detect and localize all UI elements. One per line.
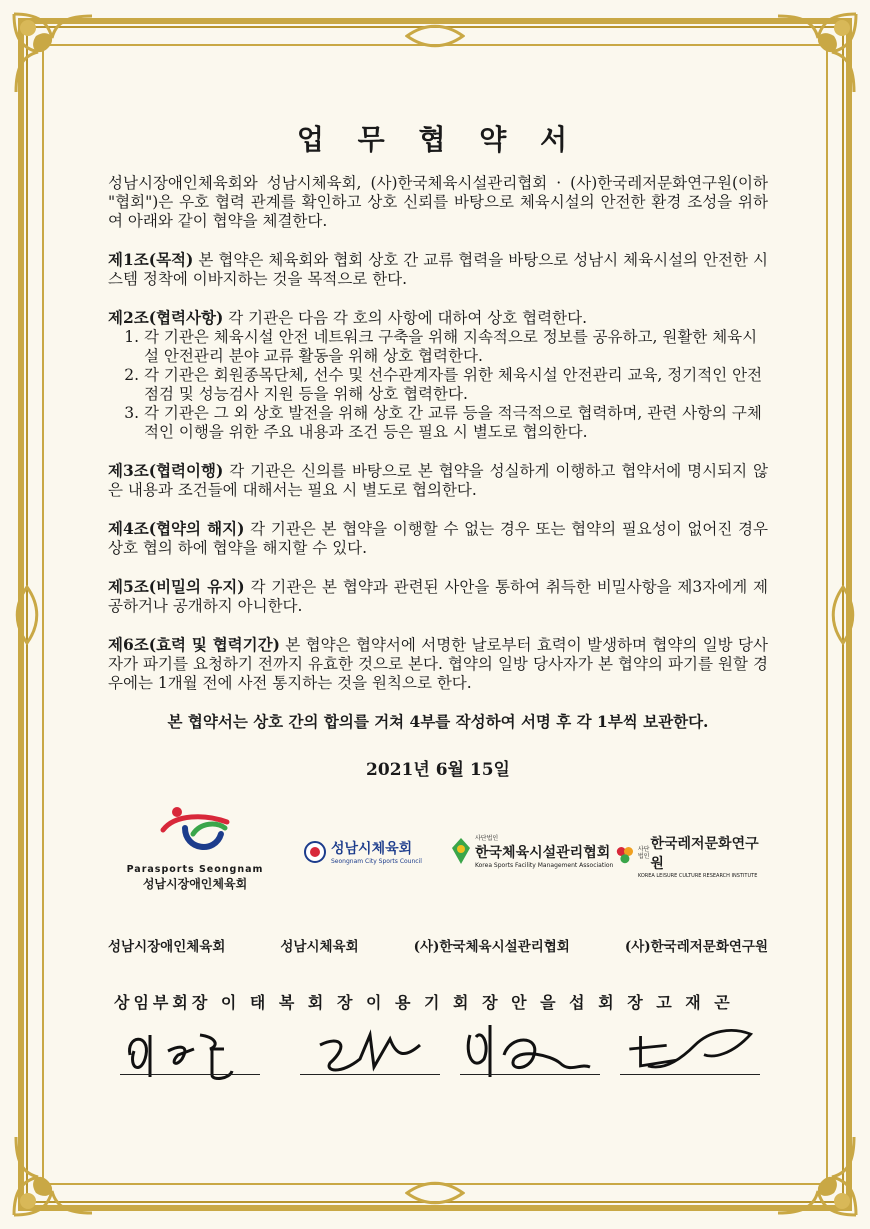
article-5 — [108, 577, 768, 616]
org-name: 성남시체육회 — [280, 939, 359, 955]
logo-text: 사단법인 — [475, 835, 499, 842]
closing-statement: 본 협약서는 상호 간의 합의를 거쳐 4부를 작성하여 서명 후 각 1부씩 보관한다. — [167, 712, 709, 731]
ksfma-logo — [450, 833, 613, 869]
article-heading: 제6조(효력 및 협력기간) — [108, 635, 280, 654]
signature-area — [120, 1015, 770, 1085]
corner-ornament-icon — [8, 8, 98, 98]
article-text: 각 기관은 다음 각 호의 사항에 대하여 상호 협력한다. — [223, 309, 588, 327]
logo-text: KOREA LEISURE CULTURE RESEARCH INSTITUTE — [637, 873, 758, 879]
article-text: 각 기관은 신의를 바탕으로 본 협약을 성실하게 이행하고 협약서에 명시되지 않은 내용과 조건들에 대해서는 필요 시 별도로 협의한다. — [108, 462, 768, 499]
article-2 — [108, 308, 768, 442]
article-heading: 제3조(협력이행) — [108, 461, 224, 480]
corner-ornament-icon — [772, 8, 862, 98]
logo-text: Parasports Seongnam — [126, 864, 264, 875]
list-item: 2. 각 기관은 회원종목단체, 선수 및 선수관계자를 위한 체육시설 안전관리 교육, 정기적인 안전 점검 및 성능검사 지원 등을 위해 상호 협력한다. — [144, 366, 768, 404]
article-heading: 제4조(협약의 해지) — [108, 519, 245, 538]
logo-text: Seongnam City Sports Council — [331, 858, 422, 865]
corner-ornament-icon — [8, 1131, 98, 1221]
signature-underline — [620, 1074, 760, 1075]
article-heading: 제2조(협력사항) — [108, 308, 224, 327]
logo-text: Korea Sports Facility Management Association — [475, 862, 614, 869]
logo-text: 성남시장애인체육회 — [142, 877, 248, 891]
side-ornament-icon — [405, 1178, 465, 1208]
side-ornament-icon — [828, 585, 858, 645]
org-name: (사)한국체육시설관리협회 — [413, 939, 570, 955]
signature-underline — [460, 1074, 600, 1075]
corner-ornament-icon — [772, 1131, 862, 1221]
signature-underline — [300, 1074, 440, 1075]
organization-names — [108, 935, 768, 955]
org-name: 성남시장애인체육회 — [108, 939, 226, 955]
side-ornament-icon — [12, 585, 42, 645]
logo-text: 한국체육시설관리협회 — [475, 845, 611, 861]
list-item: 3. 각 기관은 그 외 상호 발전을 위해 상호 간 교류 등을 적극적으로 협력하며, 관련 사항의 구체적인 이행을 위한 주요 내용과 조건 등은 필요 시 별도로 협의한다. — [144, 404, 768, 442]
agreement-date: 2021년 6월 15일 — [366, 760, 510, 780]
article-text: 본 협약은 협약서에 서명한 날로부터 효력이 발생하며 협약의 일방 당사자가 파기를 요청하기 전까지 유효한 것으로 본다. 협약의 일방 당사자가 본 협약의 파기를 원할 경우에는 1개월 전에 사전 통지하는 것을 원칙으로 한다. — [108, 636, 768, 692]
article-3 — [108, 461, 768, 500]
ksfma-emblem-icon — [450, 836, 472, 866]
logo-text: 한국레저문화연구원 — [650, 836, 759, 872]
page-title: 업 무 협 약 서 — [296, 123, 580, 156]
article-text: 각 기관은 본 협약을 이행할 수 없는 경우 또는 협약의 필요성이 없어진 경우 상호 협의 하에 협약을 해지할 수 있다. — [108, 520, 768, 557]
signatory-line: 상임부회장 이 태 복 회 장 이 용 기 회 장 안 을 섭 회 장 고 재 곤 — [114, 993, 734, 1012]
article-text: 본 협약은 체육회와 협회 상호 간 교류 협력을 바탕으로 성남시 체육시설의 안전한 시스템 정착에 이바지하는 것을 목적으로 한다. — [108, 251, 768, 288]
intro-paragraph: 성남시장애인체육회와 성남시체육회, (사)한국체육시설관리협회 · (사)한국레저문화연구원(이하 "협회")은 우호 협력 관계를 확인하고 상호 신뢰를 바탕으로 체육시설의 안전한 환경 조성을 위하여 아래와 같이 협약을 체결한다. — [108, 174, 768, 230]
klcri-logo — [615, 833, 760, 879]
article-2-items — [108, 328, 768, 442]
side-ornament-icon — [405, 21, 465, 51]
logo-text: 사단법인 — [637, 846, 650, 860]
seongnam-sports-council-logo — [303, 838, 422, 865]
logo-text: 성남시체육회 — [331, 841, 413, 857]
article-6 — [108, 635, 768, 693]
article-1 — [108, 250, 768, 289]
list-item: 1. 각 기관은 체육시설 안전 네트워크 구축을 위해 지속적으로 정보를 공유하고, 원활한 체육시설 안전관리 분야 교류 활동을 위해 상호 협력한다. — [144, 328, 768, 366]
article-heading: 제5조(비밀의 유지) — [108, 577, 245, 596]
document-body — [108, 118, 768, 820]
article-heading: 제1조(목적) — [108, 250, 194, 269]
seal-emblem-icon — [303, 840, 327, 864]
article-4 — [108, 519, 768, 558]
signature-underline — [120, 1074, 260, 1075]
parasports-emblem-icon — [155, 800, 235, 860]
logo-row — [120, 800, 760, 900]
parasports-logo — [120, 800, 270, 892]
article-text: 각 기관은 본 협약과 관련된 사안을 통하여 취득한 비밀사항을 제3자에게 제공하거나 공개하지 아니한다. — [108, 578, 768, 615]
klcri-emblem-icon — [615, 841, 635, 871]
org-name: (사)한국레저문화연구원 — [624, 939, 768, 955]
